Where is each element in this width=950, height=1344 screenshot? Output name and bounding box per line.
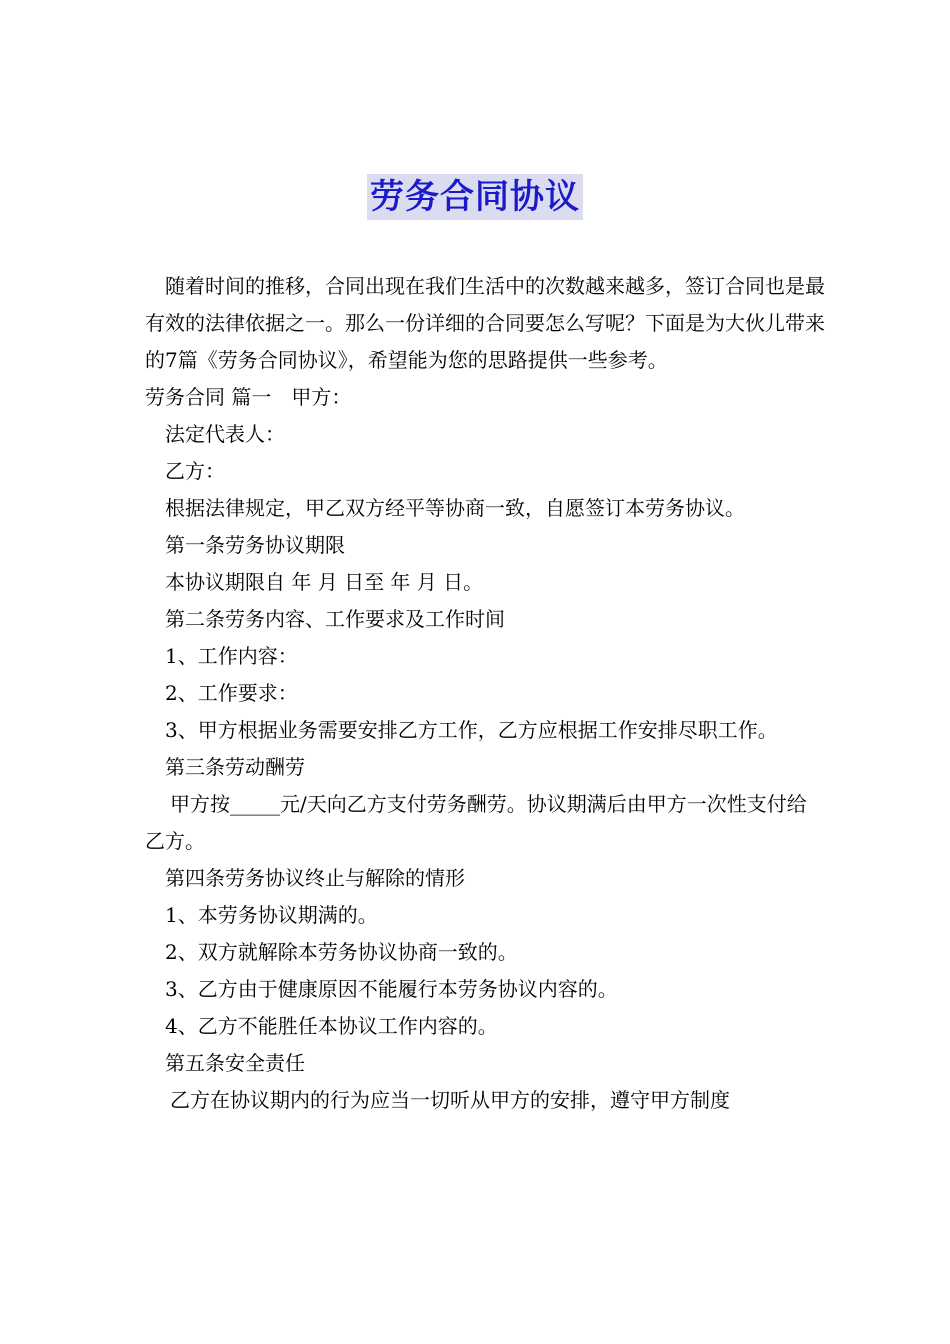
article-4-item-1: 1、本劳务协议期满的。	[165, 903, 378, 927]
article-2-item-3: 3、甲方根据业务需要安排乙方工作，乙方应根据工作安排尽职工作。	[165, 718, 778, 742]
document-body	[145, 268, 825, 1119]
article-5-text: 乙方在协议期内的行为应当一切听从甲方的安排，遵守甲方制度	[170, 1088, 730, 1112]
section-heading: 劳务合同 篇一 甲方：	[145, 385, 352, 409]
article-2-item-2: 2、工作要求：	[165, 681, 298, 705]
article-3-text: 甲方按_____元/天向乙方支付劳务酬劳。协议期满后由甲方一次性支付给乙方。	[145, 792, 807, 853]
legal-representative-line: 法定代表人：	[165, 422, 285, 446]
article-5-title: 第五条安全责任	[165, 1051, 305, 1075]
title-container	[0, 174, 950, 220]
party-b-line: 乙方：	[165, 459, 225, 483]
article-1-text: 本协议期限自 年 月 日至 年 月 日。	[165, 570, 484, 594]
article-4-item-3: 3、乙方由于健康原因不能履行本劳务协议内容的。	[165, 977, 618, 1001]
article-2-title: 第二条劳务内容、工作要求及工作时间	[165, 607, 505, 631]
article-2-item-1: 1、工作内容：	[165, 644, 298, 668]
article-3-title: 第三条劳动酬劳	[165, 755, 305, 779]
article-4-title: 第四条劳务协议终止与解除的情形	[165, 866, 465, 890]
document-title: 劳务合同协议	[367, 174, 583, 220]
article-1-title: 第一条劳务协议期限	[165, 533, 345, 557]
basis-paragraph: 根据法律规定，甲乙双方经平等协商一致，自愿签订本劳务协议。	[165, 496, 745, 520]
article-4-item-4: 4、乙方不能胜任本协议工作内容的。	[165, 1014, 498, 1038]
intro-paragraph: 随着时间的推移，合同出现在我们生活中的次数越来越多，签订合同也是最有效的法律依据之一。那么一份详细的合同要怎么写呢？下面是为大伙儿带来的7篇《劳务合同协议》，希望能为您的思路提供一些参考。	[145, 274, 825, 372]
article-4-item-2: 2、双方就解除本劳务协议协商一致的。	[165, 940, 518, 964]
